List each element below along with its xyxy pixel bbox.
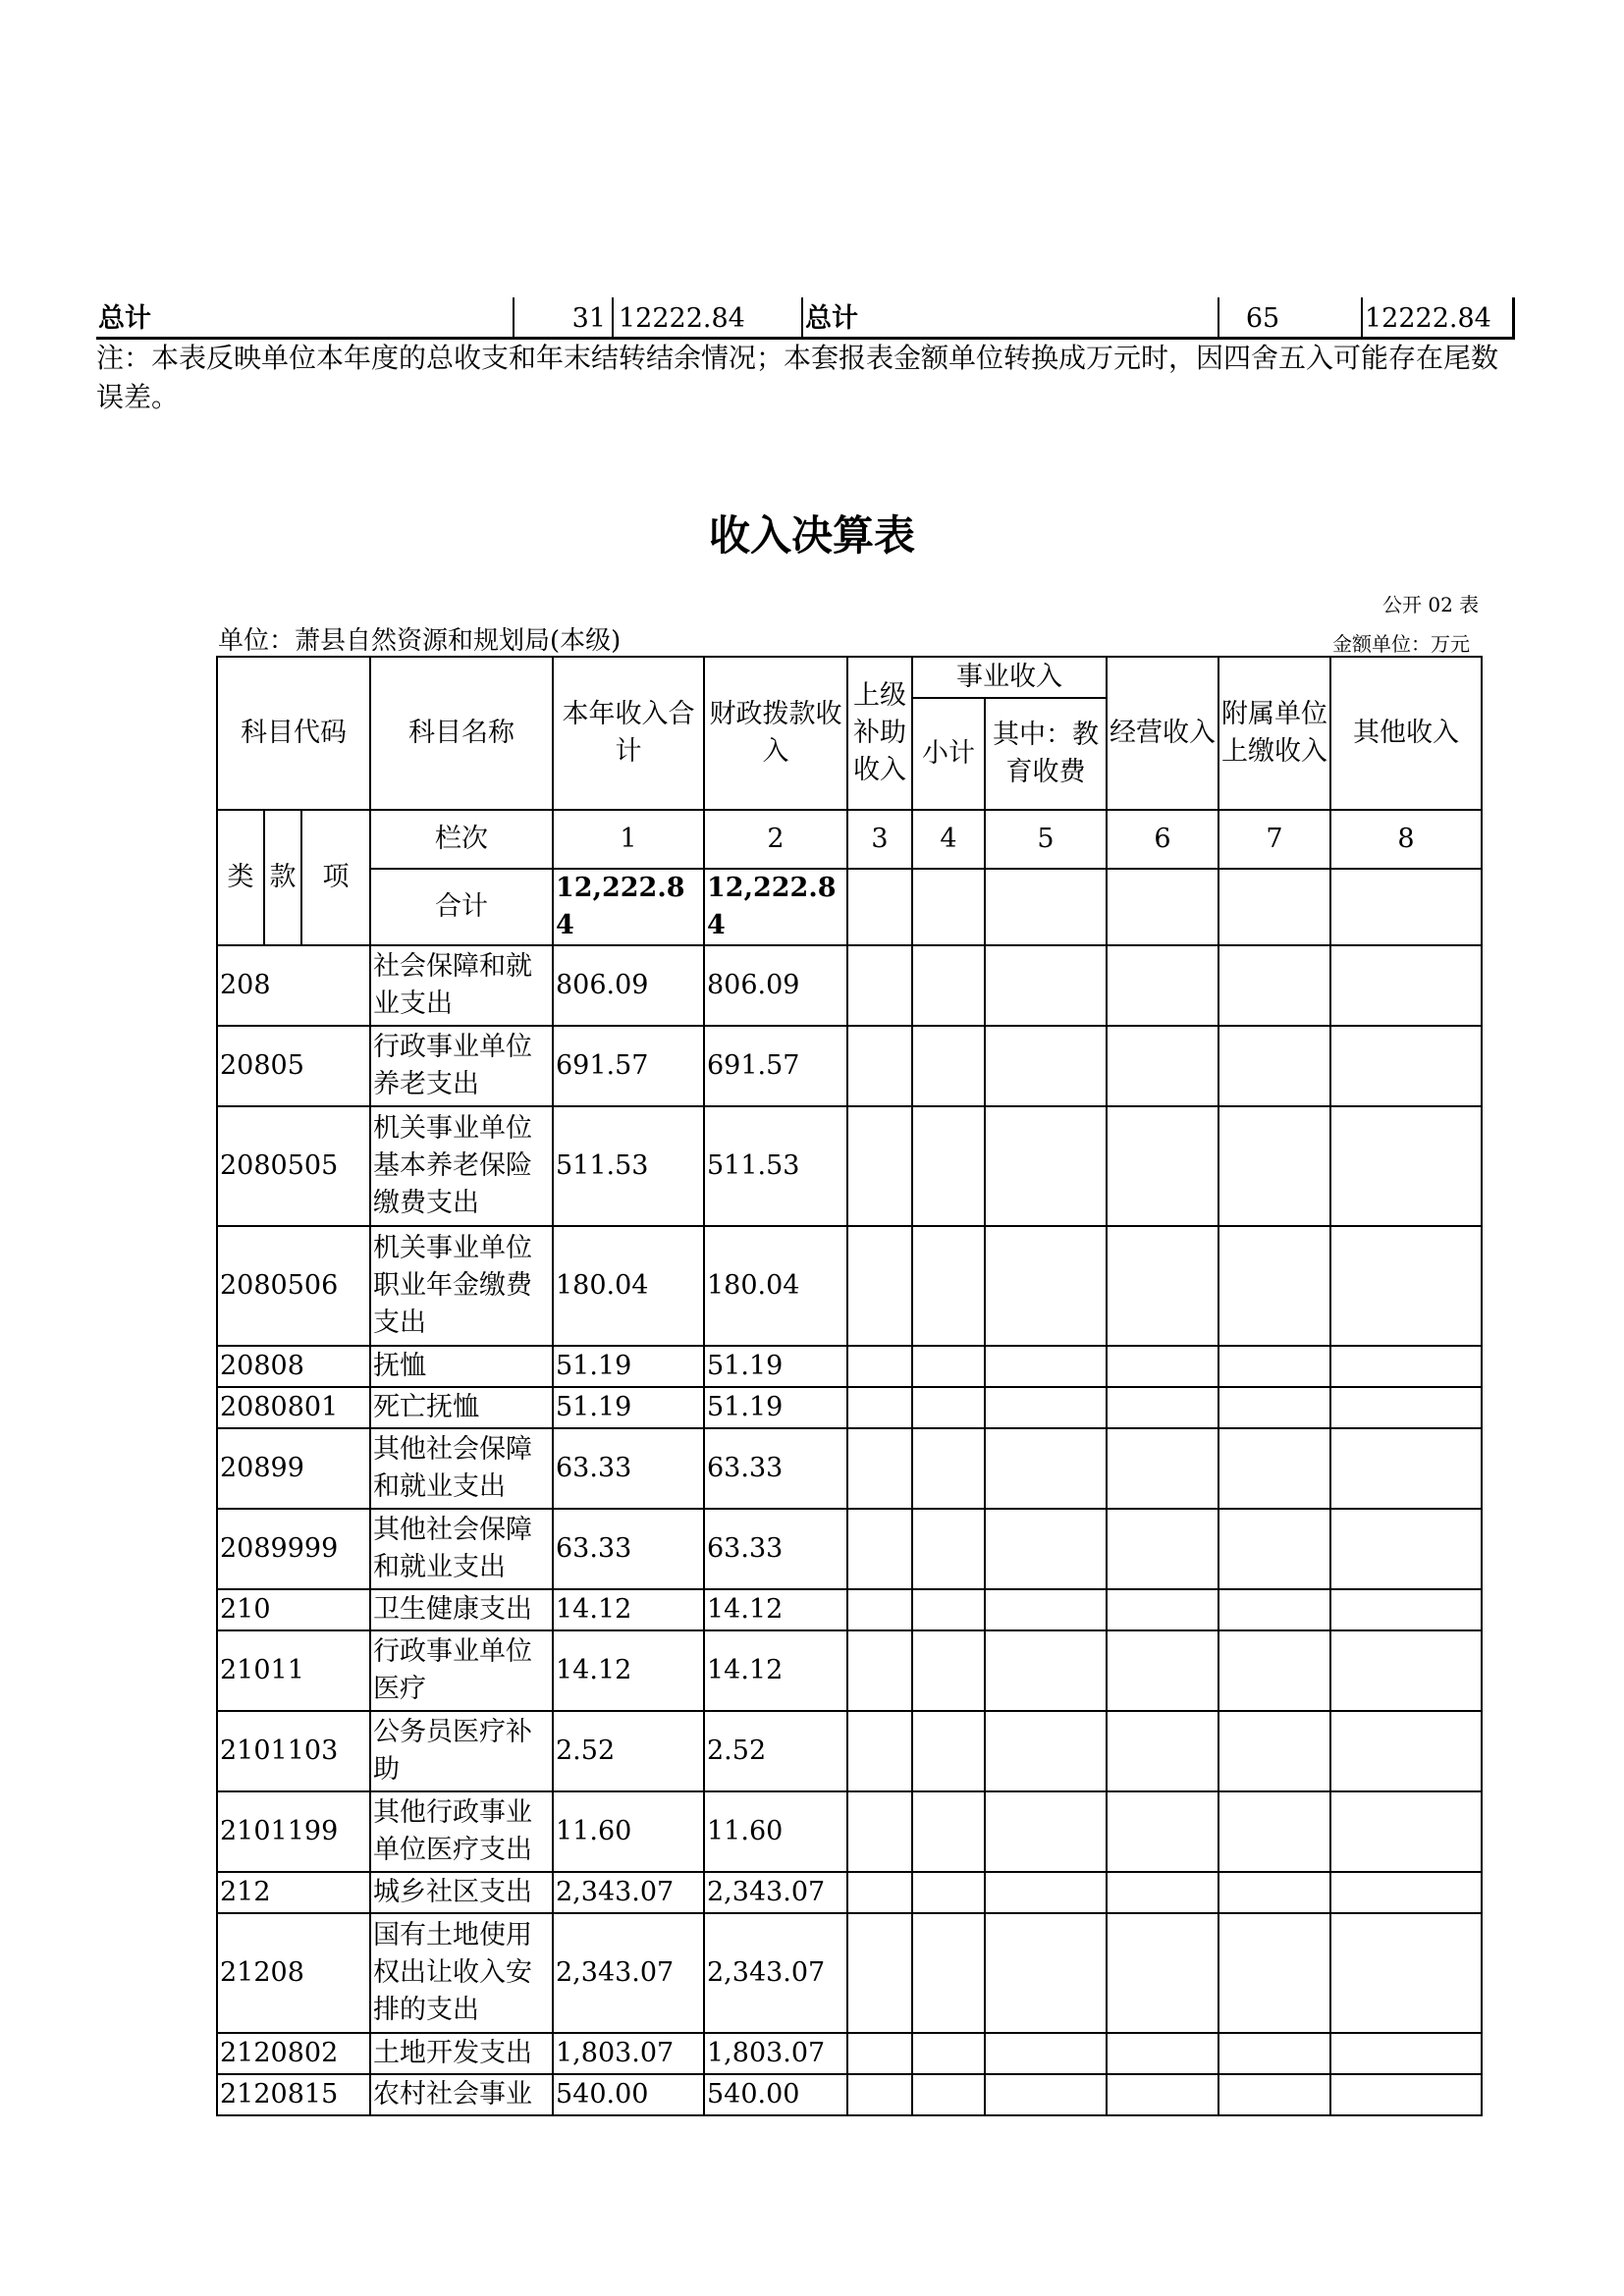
empty-cell xyxy=(1330,1791,1482,1872)
empty-cell xyxy=(912,1226,985,1346)
empty-cell xyxy=(1218,2033,1330,2074)
empty-cell xyxy=(912,2033,985,2074)
empty-cell xyxy=(985,1589,1107,1630)
empty-cell xyxy=(1218,1428,1330,1509)
row-total: 180.04 xyxy=(553,1226,704,1346)
empty-cell xyxy=(1218,1106,1330,1226)
empty-cell xyxy=(985,1791,1107,1872)
row-name: 社会保障和就业支出 xyxy=(370,945,553,1026)
empty-cell xyxy=(847,1026,912,1106)
empty-cell xyxy=(1218,1509,1330,1589)
empty-cell xyxy=(847,1346,912,1387)
empty-cell xyxy=(1330,1226,1482,1346)
empty-cell xyxy=(912,1791,985,1872)
empty-cell xyxy=(912,1872,985,1913)
row-code: 2080801 xyxy=(217,1387,370,1428)
row-fiscal: 2,343.07 xyxy=(704,1872,847,1913)
row-name: 农村社会事业 xyxy=(370,2074,553,2115)
row-name: 土地开发支出 xyxy=(370,2033,553,2074)
totals-row xyxy=(96,297,1515,340)
empty-cell xyxy=(1218,1630,1330,1711)
empty-cell xyxy=(985,1630,1107,1711)
row-total: 11.60 xyxy=(553,1791,704,1872)
empty-cell xyxy=(985,945,1107,1026)
col-num: 5 xyxy=(985,810,1107,869)
row-fiscal: 11.60 xyxy=(704,1791,847,1872)
row-total: 14.12 xyxy=(553,1589,704,1630)
row-code: 20899 xyxy=(217,1428,370,1509)
empty-cell xyxy=(985,1913,1107,2033)
sum-row xyxy=(217,869,1482,945)
empty-cell xyxy=(985,1872,1107,1913)
row-name: 行政事业单位医疗 xyxy=(370,1630,553,1711)
empty-cell xyxy=(912,1913,985,2033)
column-number-row xyxy=(217,810,1482,869)
empty-cell xyxy=(847,1106,912,1226)
row-name: 机关事业单位基本养老保险缴费支出 xyxy=(370,1106,553,1226)
col-num: 4 xyxy=(912,810,985,869)
row-code: 2080505 xyxy=(217,1106,370,1226)
table-row xyxy=(217,2074,1482,2115)
row-name: 机关事业单位职业年金缴费支出 xyxy=(370,1226,553,1346)
empty-cell xyxy=(1218,1226,1330,1346)
row-name: 抚恤 xyxy=(370,1346,553,1387)
empty-cell xyxy=(847,1630,912,1711)
empty-cell xyxy=(985,1106,1107,1226)
empty-cell xyxy=(1218,1913,1330,2033)
empty-cell xyxy=(1218,1346,1330,1387)
empty-cell xyxy=(912,1428,985,1509)
table-row xyxy=(217,1509,1482,1589)
row-name: 其他社会保障和就业支出 xyxy=(370,1428,553,1509)
empty-cell xyxy=(847,1913,912,2033)
table-row xyxy=(217,945,1482,1026)
empty-cell xyxy=(1330,1630,1482,1711)
header-lei: 类 xyxy=(217,810,264,945)
totals-left-label: 总计 xyxy=(98,303,151,334)
header-kuan: 款 xyxy=(264,810,301,945)
row-total: 511.53 xyxy=(553,1106,704,1226)
table-code: 公开 02 表 xyxy=(1382,593,1480,616)
empty-cell xyxy=(1330,1913,1482,2033)
empty-cell xyxy=(912,1387,985,1428)
empty-cell xyxy=(912,1106,985,1226)
empty-cell xyxy=(1330,1428,1482,1509)
empty-cell xyxy=(847,1428,912,1509)
row-total: 51.19 xyxy=(553,1346,704,1387)
col-num: 1 xyxy=(553,810,704,869)
table-row xyxy=(217,1872,1482,1913)
row-name: 其他社会保障和就业支出 xyxy=(370,1509,553,1589)
empty-cell xyxy=(1218,2074,1330,2115)
empty-cell xyxy=(1330,2033,1482,2074)
header-upper: 上级补助收入 xyxy=(847,657,912,810)
row-fiscal: 691.57 xyxy=(704,1026,847,1106)
row-total: 691.57 xyxy=(553,1026,704,1106)
row-fiscal: 14.12 xyxy=(704,1589,847,1630)
header-xiang: 项 xyxy=(301,810,370,945)
empty-cell xyxy=(847,2074,912,2115)
row-code: 2089999 xyxy=(217,1509,370,1589)
empty-cell xyxy=(1330,1711,1482,1791)
row-code: 212 xyxy=(217,1872,370,1913)
row-fiscal: 540.00 xyxy=(704,2074,847,2115)
empty-cell xyxy=(847,1509,912,1589)
row-total: 2,343.07 xyxy=(553,1913,704,2033)
empty-cell xyxy=(912,1630,985,1711)
empty-cell xyxy=(1107,1711,1218,1791)
empty-cell xyxy=(1107,1630,1218,1711)
row-name: 其他行政事业单位医疗支出 xyxy=(370,1791,553,1872)
row-name: 国有土地使用权出让收入安排的支出 xyxy=(370,1913,553,2033)
table-row xyxy=(217,1387,1482,1428)
row-fiscal: 51.19 xyxy=(704,1346,847,1387)
empty-cell xyxy=(1330,1509,1482,1589)
row-name: 行政事业单位养老支出 xyxy=(370,1026,553,1106)
row-fiscal: 2.52 xyxy=(704,1711,847,1791)
unit-label: 单位：萧县自然资源和规划局(本级) xyxy=(218,626,622,656)
row-total: 806.09 xyxy=(553,945,704,1026)
empty-cell xyxy=(985,1226,1107,1346)
header-subtotal: 小计 xyxy=(912,698,985,810)
empty-cell xyxy=(847,1872,912,1913)
row-total: 2,343.07 xyxy=(553,1872,704,1913)
empty-cell xyxy=(1330,1872,1482,1913)
row-fiscal: 2,343.07 xyxy=(704,1913,847,2033)
empty-cell xyxy=(912,945,985,1026)
empty-cell xyxy=(1107,1589,1218,1630)
empty-cell xyxy=(1107,1346,1218,1387)
empty-cell xyxy=(1330,1589,1482,1630)
row-code: 208 xyxy=(217,945,370,1026)
empty-cell xyxy=(1107,1226,1218,1346)
empty-cell xyxy=(912,2074,985,2115)
empty-cell xyxy=(1107,2033,1218,2074)
header-operating: 经营收入 xyxy=(1107,657,1218,810)
empty-cell xyxy=(1107,1509,1218,1589)
income-table xyxy=(216,656,1483,2116)
row-code: 21011 xyxy=(217,1630,370,1711)
empty-cell xyxy=(1107,945,1218,1026)
row-code: 20805 xyxy=(217,1026,370,1106)
row-total: 540.00 xyxy=(553,2074,704,2115)
empty-cell xyxy=(847,1711,912,1791)
table-row xyxy=(217,1711,1482,1791)
row-total: 51.19 xyxy=(553,1387,704,1428)
empty-cell xyxy=(847,1226,912,1346)
col-num: 3 xyxy=(847,810,912,869)
row-code: 20808 xyxy=(217,1346,370,1387)
header-code: 科目代码 xyxy=(217,657,370,810)
empty-cell xyxy=(1330,1026,1482,1106)
empty-cell xyxy=(1330,2074,1482,2115)
row-total: 14.12 xyxy=(553,1630,704,1711)
row-fiscal: 63.33 xyxy=(704,1509,847,1589)
table-row xyxy=(217,1346,1482,1387)
empty-cell xyxy=(1330,1387,1482,1428)
empty-cell xyxy=(912,1711,985,1791)
column-label: 栏次 xyxy=(370,810,553,869)
empty-cell xyxy=(847,2033,912,2074)
totals-right-amount: 12222.84 xyxy=(1365,303,1491,334)
empty-cell xyxy=(985,1026,1107,1106)
row-fiscal: 511.53 xyxy=(704,1106,847,1226)
empty-cell xyxy=(1330,1346,1482,1387)
empty-cell xyxy=(1330,1106,1482,1226)
page-title: 收入决算表 xyxy=(708,511,915,560)
row-name: 公务员医疗补助 xyxy=(370,1711,553,1791)
sum-total: 12,222.84 xyxy=(553,869,704,945)
totals-right-line: 65 xyxy=(1245,303,1280,334)
header-name: 科目名称 xyxy=(370,657,553,810)
empty-cell xyxy=(1107,1106,1218,1226)
footnote: 注：本表反映单位本年度的总收支和年末结转结余情况；本套报表金额单位转换成万元时，因四舍五入可能存在尾数误差。 xyxy=(96,342,1499,413)
totals-left-amount: 12222.84 xyxy=(619,303,745,334)
empty-cell xyxy=(1218,1387,1330,1428)
amount-unit: 金额单位：万元 xyxy=(1332,632,1470,656)
row-fiscal: 63.33 xyxy=(704,1428,847,1509)
col-num: 8 xyxy=(1330,810,1482,869)
totals-left-line: 31 xyxy=(571,303,606,334)
empty-cell xyxy=(985,1428,1107,1509)
row-fiscal: 51.19 xyxy=(704,1387,847,1428)
totals-right-label: 总计 xyxy=(805,303,858,334)
row-total: 63.33 xyxy=(553,1428,704,1509)
empty-cell xyxy=(1107,1913,1218,2033)
row-code: 2080506 xyxy=(217,1226,370,1346)
table-row xyxy=(217,1026,1482,1106)
row-code: 2101199 xyxy=(217,1791,370,1872)
empty-cell xyxy=(1218,1589,1330,1630)
header-other: 其他收入 xyxy=(1330,657,1482,810)
empty-cell xyxy=(1107,1791,1218,1872)
table-row xyxy=(217,1428,1482,1509)
empty-cell xyxy=(985,1711,1107,1791)
row-total: 2.52 xyxy=(553,1711,704,1791)
row-code: 2120802 xyxy=(217,2033,370,2074)
row-name: 卫生健康支出 xyxy=(370,1589,553,1630)
empty-cell xyxy=(1330,945,1482,1026)
empty-cell xyxy=(847,945,912,1026)
table-row xyxy=(217,2033,1482,2074)
col-num: 7 xyxy=(1218,810,1330,869)
empty-cell xyxy=(1218,1711,1330,1791)
empty-cell xyxy=(912,1026,985,1106)
sum-fiscal: 12,222.84 xyxy=(704,869,847,945)
empty-cell xyxy=(1218,945,1330,1026)
col-num: 2 xyxy=(704,810,847,869)
empty-cell xyxy=(1218,1026,1330,1106)
empty-cell xyxy=(912,1346,985,1387)
row-fiscal: 806.09 xyxy=(704,945,847,1026)
row-name: 城乡社区支出 xyxy=(370,1872,553,1913)
table-row xyxy=(217,1913,1482,2033)
sum-label: 合计 xyxy=(370,869,553,945)
row-total: 63.33 xyxy=(553,1509,704,1589)
header-business: 事业收入 xyxy=(912,657,1107,698)
empty-cell xyxy=(1107,1026,1218,1106)
table-row xyxy=(217,1106,1482,1226)
empty-cell xyxy=(1218,1872,1330,1913)
table-row xyxy=(217,1630,1482,1711)
table-row xyxy=(217,1589,1482,1630)
table-row xyxy=(217,1791,1482,1872)
empty-cell xyxy=(1107,1428,1218,1509)
empty-cell xyxy=(847,1387,912,1428)
row-code: 2101103 xyxy=(217,1711,370,1791)
empty-cell xyxy=(985,1346,1107,1387)
row-fiscal: 180.04 xyxy=(704,1226,847,1346)
row-code: 2120815 xyxy=(217,2074,370,2115)
row-code: 21208 xyxy=(217,1913,370,2033)
header-fiscal: 财政拨款收入 xyxy=(704,657,847,810)
header-affiliated: 附属单位上缴收入 xyxy=(1218,657,1330,810)
row-name: 死亡抚恤 xyxy=(370,1387,553,1428)
empty-cell xyxy=(1107,1872,1218,1913)
header-row-1 xyxy=(217,657,1482,698)
table-row xyxy=(217,1226,1482,1346)
empty-cell xyxy=(1107,1387,1218,1428)
empty-cell xyxy=(912,1589,985,1630)
row-total: 1,803.07 xyxy=(553,2033,704,2074)
row-code: 210 xyxy=(217,1589,370,1630)
header-total: 本年收入合计 xyxy=(553,657,704,810)
empty-cell xyxy=(912,1509,985,1589)
empty-cell xyxy=(1107,2074,1218,2115)
empty-cell xyxy=(1218,1791,1330,1872)
empty-cell xyxy=(985,1509,1107,1589)
empty-cell xyxy=(985,2033,1107,2074)
row-fiscal: 14.12 xyxy=(704,1630,847,1711)
empty-cell xyxy=(847,1791,912,1872)
empty-cell xyxy=(985,2074,1107,2115)
empty-cell xyxy=(985,1387,1107,1428)
row-fiscal: 1,803.07 xyxy=(704,2033,847,2074)
col-num: 6 xyxy=(1107,810,1218,869)
header-edu: 其中：教育收费 xyxy=(985,698,1107,810)
empty-cell xyxy=(847,1589,912,1630)
